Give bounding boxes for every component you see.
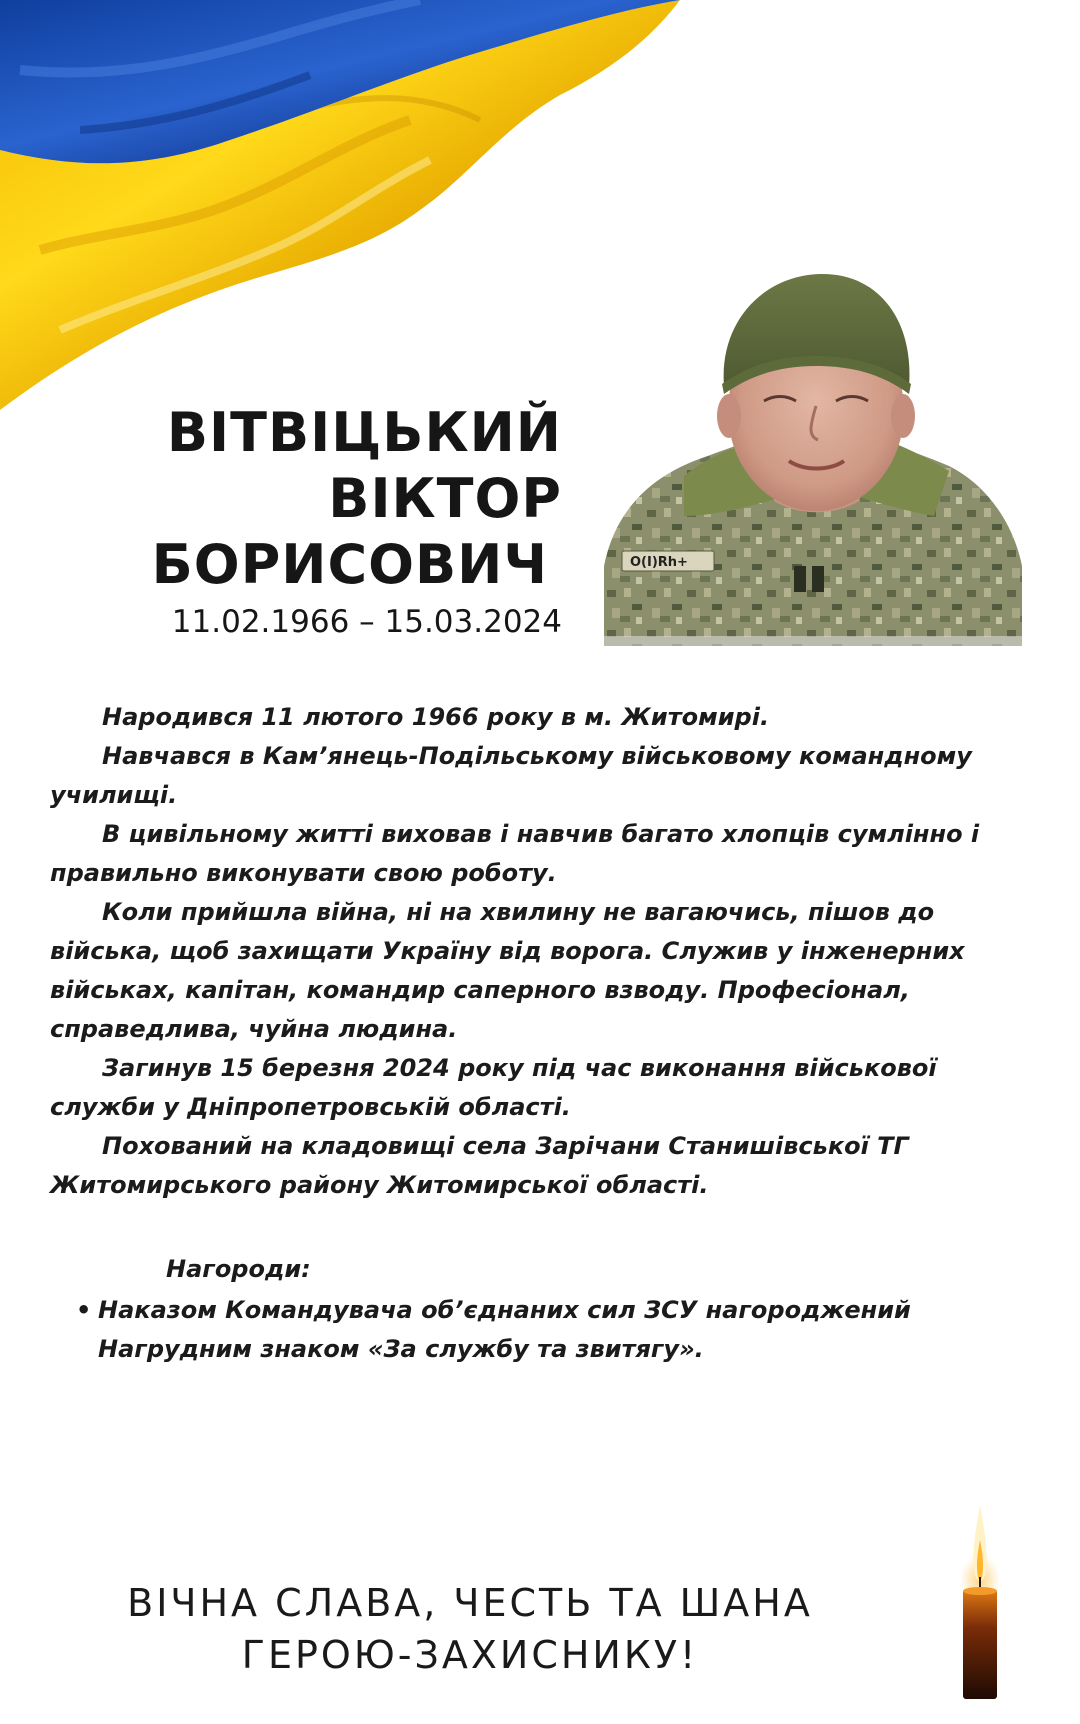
surname: ВІТВІЦЬКИЙ: [166, 401, 562, 464]
first-name: ВІКТОР: [328, 467, 562, 530]
award-item: [70, 1291, 1030, 1369]
bio-paragraph-education: Навчався в Кам’янець-Подільському військовому командному училищі.: [50, 742, 972, 809]
bio-paragraph-service: Коли прийшла війна, ні на хвилину не вагаючись, пішов до війська, щоб захищати Україну від ворога. Служив у інженерних військах, капітан, командир саперного взводу. Професіонал, справедлива, чуйна людина.: [50, 898, 965, 1043]
portrait-photo: [604, 266, 1022, 646]
bio-paragraph-birth: Народився 11 лютого 1966 року в м. Житомирі.: [102, 703, 770, 731]
bullet-icon: •: [76, 1296, 92, 1324]
name-block: [152, 400, 562, 642]
award-text: Наказом Командувача об’єднаних сил ЗСУ нагороджений Нагрудним знаком «За службу та звитягу».: [98, 1296, 911, 1363]
bio-paragraph-death: Загинув 15 березня 2024 року під час виконання військової служби у Дніпропетровській області.: [50, 1054, 937, 1121]
patronymic: БОРИСОВИЧ: [151, 533, 548, 596]
bio-paragraph-burial: Похований на кладовищі села Зарічани Станишівської ТГ Житомирського району Житомирської області.: [50, 1132, 909, 1199]
memorial-candle-icon: [955, 1505, 1005, 1705]
awards-section: [70, 1250, 1030, 1369]
bio-paragraph-civil-life: В цивільному житті виховав і навчив багато хлопців сумлінно і правильно виконувати свою роботу.: [50, 820, 980, 887]
closing-line-2: ГЕРОЮ-ЗАХИСНИКУ!: [241, 1633, 699, 1677]
life-dates: 11.02.1966 – 15.03.2024: [171, 604, 562, 640]
closing-tribute: [60, 1577, 880, 1681]
closing-line-1: ВІЧНА СЛАВА, ЧЕСТЬ ТА ШАНА: [127, 1581, 813, 1625]
awards-list: [70, 1291, 1030, 1369]
awards-title: Нагороди:: [166, 1255, 311, 1283]
ukraine-flag-icon: [0, 0, 690, 430]
biography: [50, 698, 1040, 1205]
uniform-tag: O(I)Rh+: [630, 555, 688, 570]
